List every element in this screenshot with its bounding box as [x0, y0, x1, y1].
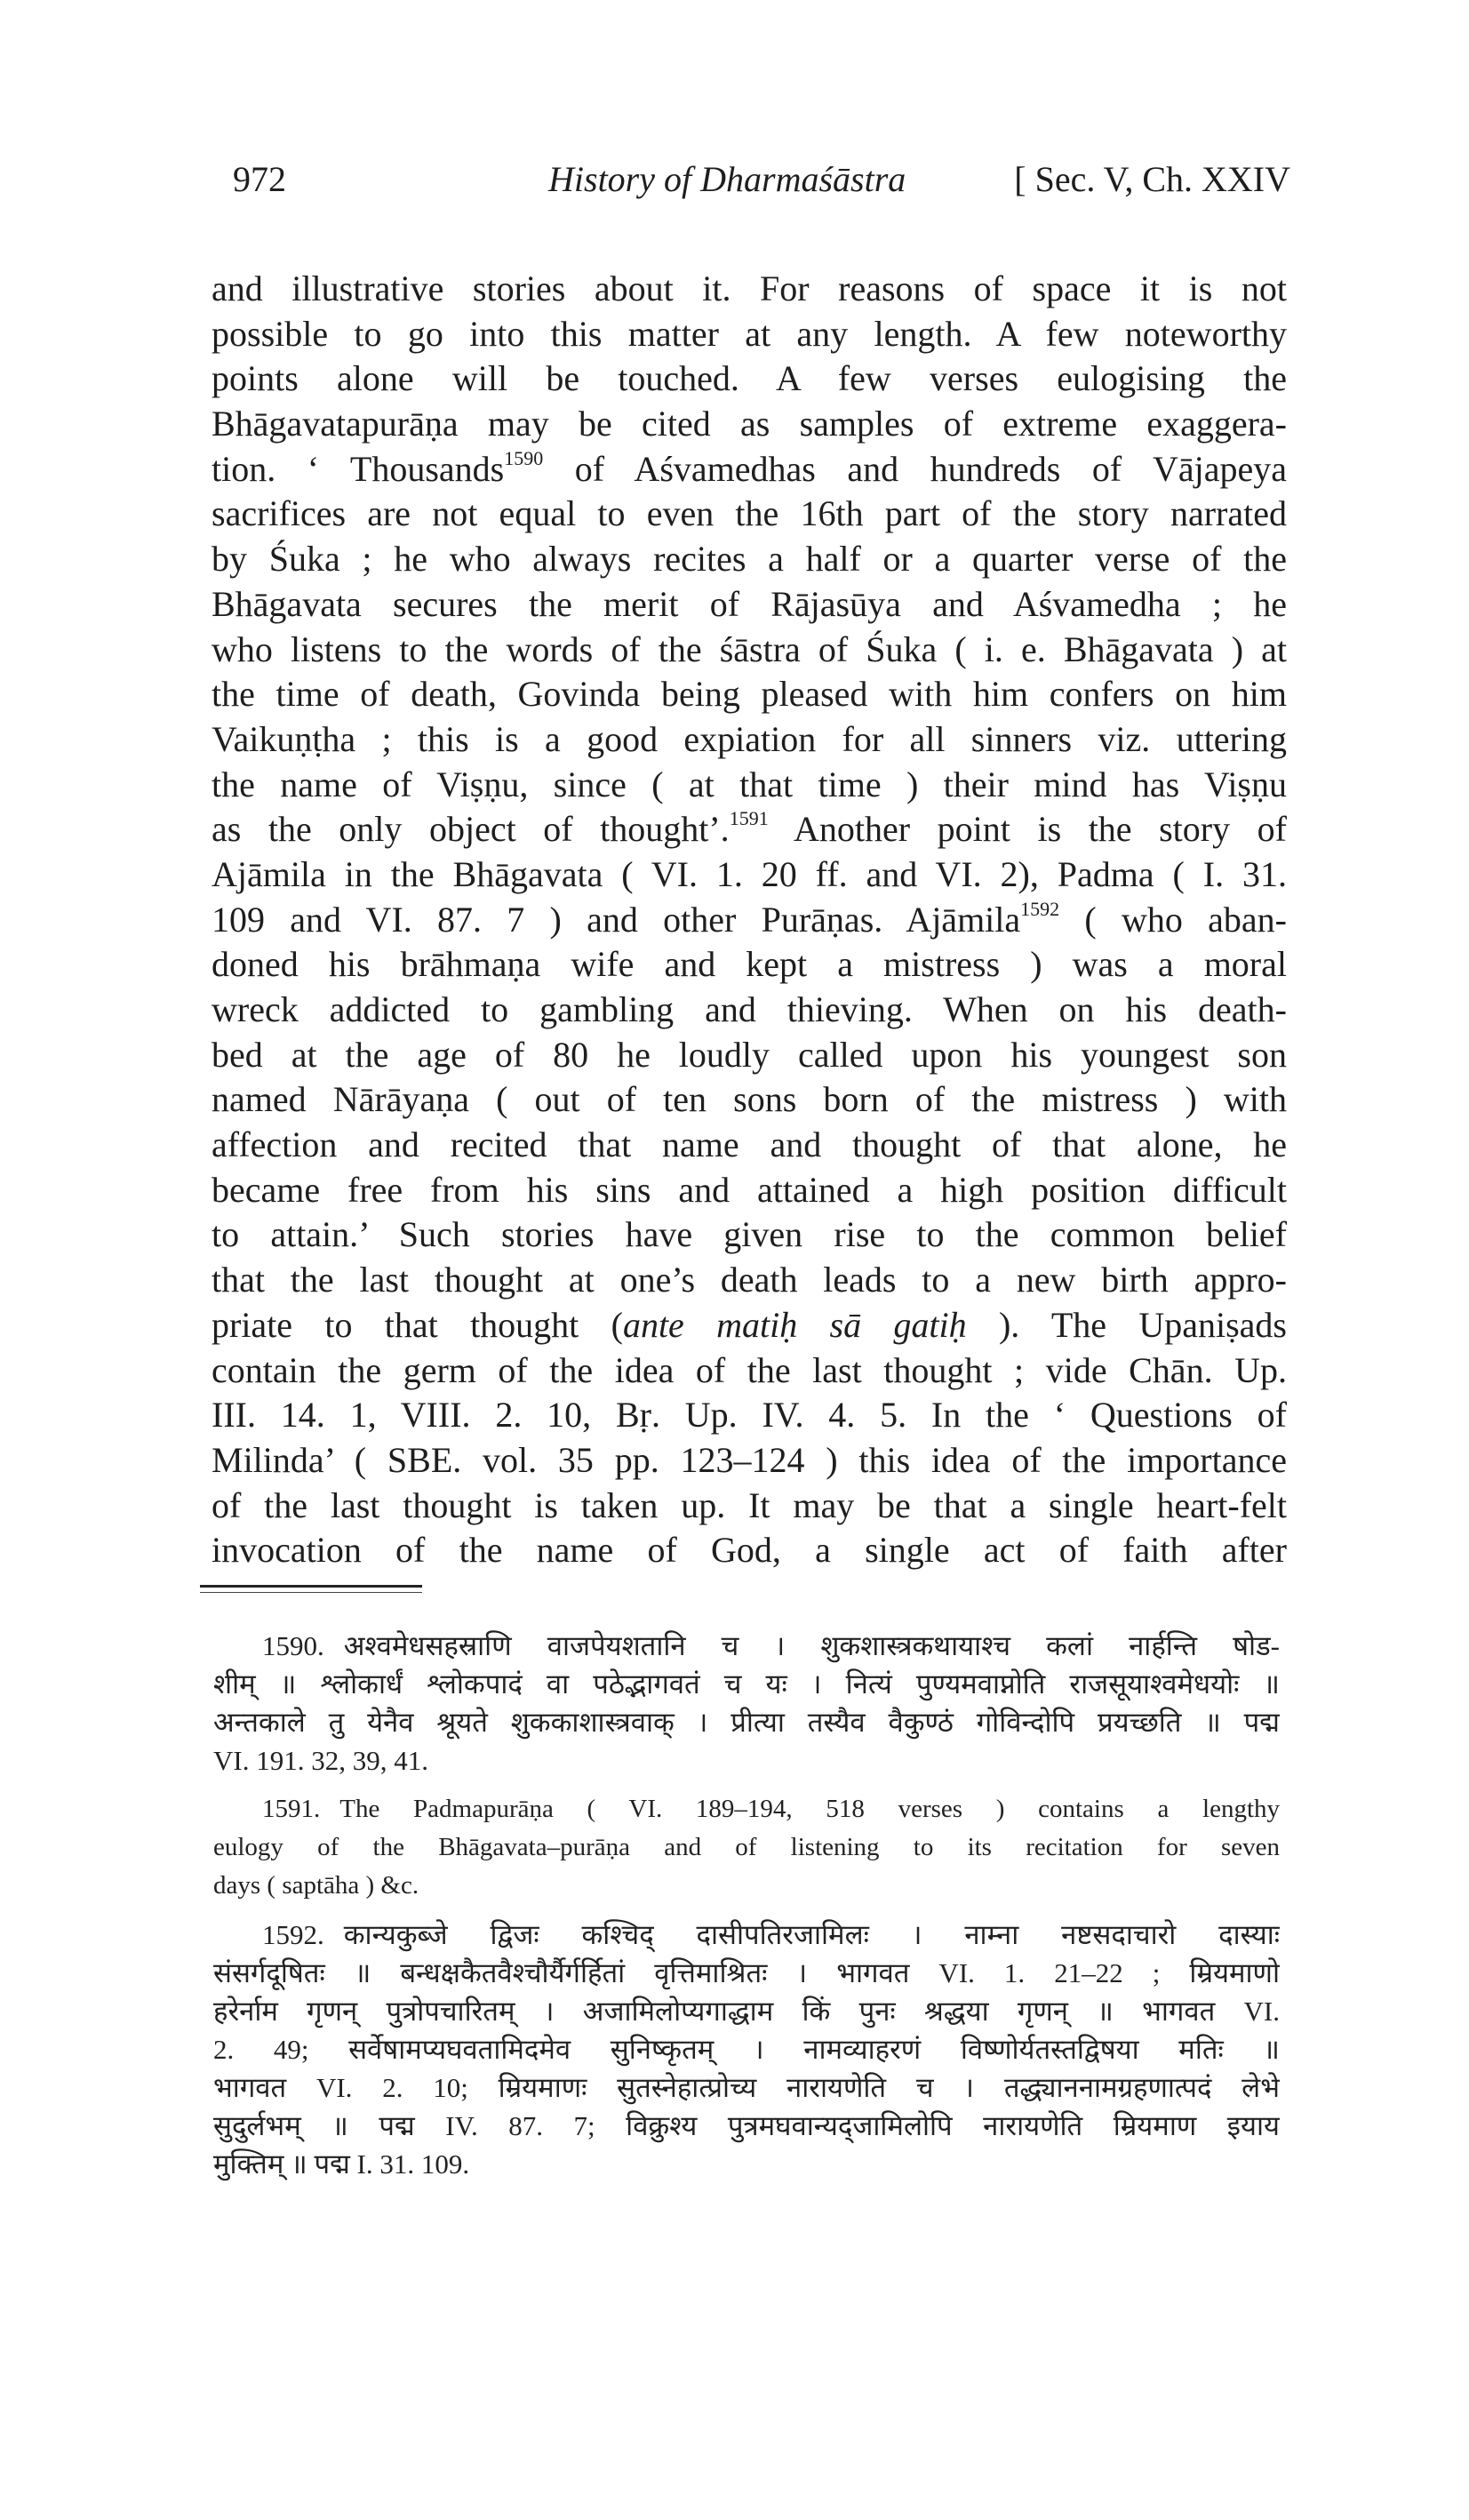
- text-line: Vaikuṇṭha ; this is a good expiation for all sinners viz. uttering: [212, 718, 1287, 759]
- text-line: [212, 898, 1287, 943]
- line-text: ). The Upaniṣads: [966, 1304, 1287, 1345]
- text-line: bed at the age of 80 he loudly called upon his youngest son: [212, 1034, 1287, 1075]
- footnote-number: 1590.: [262, 1630, 324, 1661]
- text-line: possible to go into this matter at any length. A few noteworthy: [212, 313, 1287, 354]
- footnote-ref-1591: 1591: [729, 807, 769, 830]
- line-text: as the only object of thought’.: [212, 809, 730, 850]
- text-line: [212, 1303, 1287, 1348]
- footnote-line: हरेर्नाम गृणन् पुत्रोपचारितम् । अजामिलोप्यगाद्धाम किं पुनः श्रद्धया गृणन् ॥ भागवत VI.: [213, 1996, 1280, 2027]
- text-line: became free from his sins and attained a high position difficult: [212, 1169, 1287, 1210]
- text-line: sacrifices are not equal to even the 16th part of the story narrated: [212, 493, 1287, 534]
- text-line: wreck addicted to gambling and thieving. When on his death-: [212, 989, 1287, 1029]
- text-line: [212, 807, 1287, 852]
- footnote-number: 1592.: [262, 1919, 324, 1950]
- footnote-1590: [213, 1627, 1280, 1780]
- text-line: III. 14. 1, VIII. 2. 10, Bṛ. Up. IV. 4. 5. In the ‘ Questions of: [212, 1395, 1287, 1436]
- footnote-line: days ( saptāha ) &c.: [213, 1871, 419, 1900]
- page-number: 972: [233, 159, 286, 199]
- text-line: affection and recited that name and thought of that alone, he: [212, 1124, 1287, 1165]
- footnote-divider-thin: [200, 1592, 422, 1593]
- text-line: contain the germ of the idea of the last thought ; vide Chān. Up.: [212, 1349, 1287, 1390]
- text-line: that the last thought at one’s death leads to a new birth appro-: [212, 1260, 1287, 1300]
- footnote-text: कान्यकुब्जे द्विजः कश्चिद् दासीपतिरजामिलः । नाम्ना नष्टसदाचारो दास्याः: [343, 1919, 1280, 1950]
- text-line: of the last thought is taken up. It may be that a single heart-felt: [212, 1484, 1287, 1525]
- text-line: named Nārāyaṇa ( out of ten sons born of the mistress ) with: [212, 1079, 1287, 1120]
- footnote-line: सुदुर्लभम् ॥ पद्म IV. 87. 7; विक्रुश्य पुत्रमघवान्यद्जामिलोपि नारायणेति म्रियमाण इयाय: [213, 2110, 1280, 2141]
- line-text: of Aśvamedhas and hundreds of Vājapeya: [543, 448, 1287, 489]
- text-line: Milinda’ ( SBE. vol. 35 pp. 123–124 ) this idea of the importance: [212, 1439, 1287, 1480]
- line-text: tion. ‘ Thousands: [212, 448, 505, 489]
- footnote-line: [213, 1916, 1280, 1954]
- page-header: [233, 158, 1290, 212]
- text-line: to attain.’ Such stories have given rise to the common belief: [212, 1214, 1287, 1255]
- footnote-divider: [200, 1585, 422, 1588]
- text-line: Bhāgavatapurāṇa may be cited as samples of extreme exaggera-: [212, 404, 1287, 444]
- main-text: [212, 267, 1287, 1573]
- footnote-ref-1590: 1590: [504, 446, 544, 469]
- footnote-line: भागवत VI. 2. 10; म्रियमाणः सुतस्नेहात्प्रोच्य नारायणेति च । तद्ध्याननामग्रहणात्पदं लेभे: [213, 2072, 1280, 2103]
- text-line: points alone will be touched. A few verses eulogising the: [212, 358, 1287, 399]
- footnotes: [213, 1627, 1280, 2194]
- footnote-line: अन्तकाले तु येनैव श्रूयते शुककाशास्त्रवाक् । प्रीत्या तस्यैव वैकुण्ठं गोविन्दोपि प्रयच्छति ॥ पद्म: [213, 1707, 1280, 1738]
- footnote-ref-1592: 1592: [1020, 897, 1060, 920]
- footnote-1591: [213, 1790, 1280, 1905]
- footnote-1592: [213, 1916, 1280, 2183]
- text-line: and illustrative stories about it. For reasons of space it is not: [212, 268, 1287, 308]
- text-line: [212, 447, 1287, 492]
- footnote-number: 1591.: [262, 1795, 321, 1823]
- text-line: invocation of the name of God, a single act of faith after: [212, 1530, 1287, 1571]
- text-line: Ajāmila in the Bhāgavata ( VI. 1. 20 ff. and VI. 2), Padma ( I. 31.: [212, 853, 1287, 894]
- line-text: 109 and VI. 87. 7 ) and other Purāṇas. Ajāmila: [212, 899, 1021, 940]
- footnote-line: संसर्गदूषितः ॥ बन्धक्षकैतवैश्चौर्यैर्गर्हितां वृत्तिमाश्रितः । भागवत VI. 1. 21–22 ; म्रियमाणो: [213, 1957, 1280, 1988]
- footnote-text: The Padmapurāṇa ( VI. 189–194, 518 verses ) contains a lengthy: [339, 1795, 1280, 1823]
- running-title: History of Dharmaśāstra: [548, 159, 906, 199]
- italic-phrase: ante matiḥ sā gatiḥ: [622, 1304, 967, 1345]
- text-line: who listens to the words of the śāstra of Śuka ( i. e. Bhāgavata ) at: [212, 628, 1287, 669]
- footnote-line: [213, 1627, 1280, 1665]
- footnote-line: VI. 191. 32, 39, 41.: [213, 1745, 428, 1776]
- text-line: the name of Viṣṇu, since ( at that time ) their mind has Viṣṇu: [212, 764, 1287, 804]
- section-reference: [ Sec. V, Ch. XXIV: [1014, 159, 1290, 199]
- footnote-line: eulogy of the Bhāgavata–purāṇa and of listening to its recitation for seven: [213, 1833, 1280, 1861]
- text-line: doned his brāhmaṇa wife and kept a mistress ) was a moral: [212, 944, 1287, 985]
- text-line: by Śuka ; he who always recites a half or a quarter verse of the: [212, 539, 1287, 580]
- footnote-text: अश्वमेधसहस्राणि वाजपेयशतानि च । शुकशास्त्रकथायाश्च कलां नार्हन्ति षोड-: [343, 1630, 1280, 1661]
- footnote-line: शीम् ॥ श्लोकार्धं श्लोकपादं वा पठेद्भागवतं च यः । नित्यं पुण्यमवाप्नोति राजसूयाश्वमेधयोः ॥: [213, 1668, 1280, 1700]
- line-text: ( who aban-: [1059, 899, 1287, 940]
- footnote-line: 2. 49; सर्वेषामप्यघवतामिदमेव सुनिष्कृतम् । नामव्याहरणं विष्णोर्यतस्तद्विषया मतिः ॥: [213, 2034, 1280, 2065]
- text-line: Bhāgavata secures the merit of Rājasūya and Aśvamedha ; he: [212, 583, 1287, 624]
- footnote-line: मुक्तिम् ॥ पद्म I. 31. 109.: [213, 2148, 470, 2180]
- text-line: the time of death, Govinda being pleased with him confers on him: [212, 674, 1287, 715]
- line-text: priate to that thought (: [212, 1304, 623, 1345]
- line-text: Another point is the story of: [768, 809, 1287, 850]
- footnote-line: [213, 1790, 1280, 1828]
